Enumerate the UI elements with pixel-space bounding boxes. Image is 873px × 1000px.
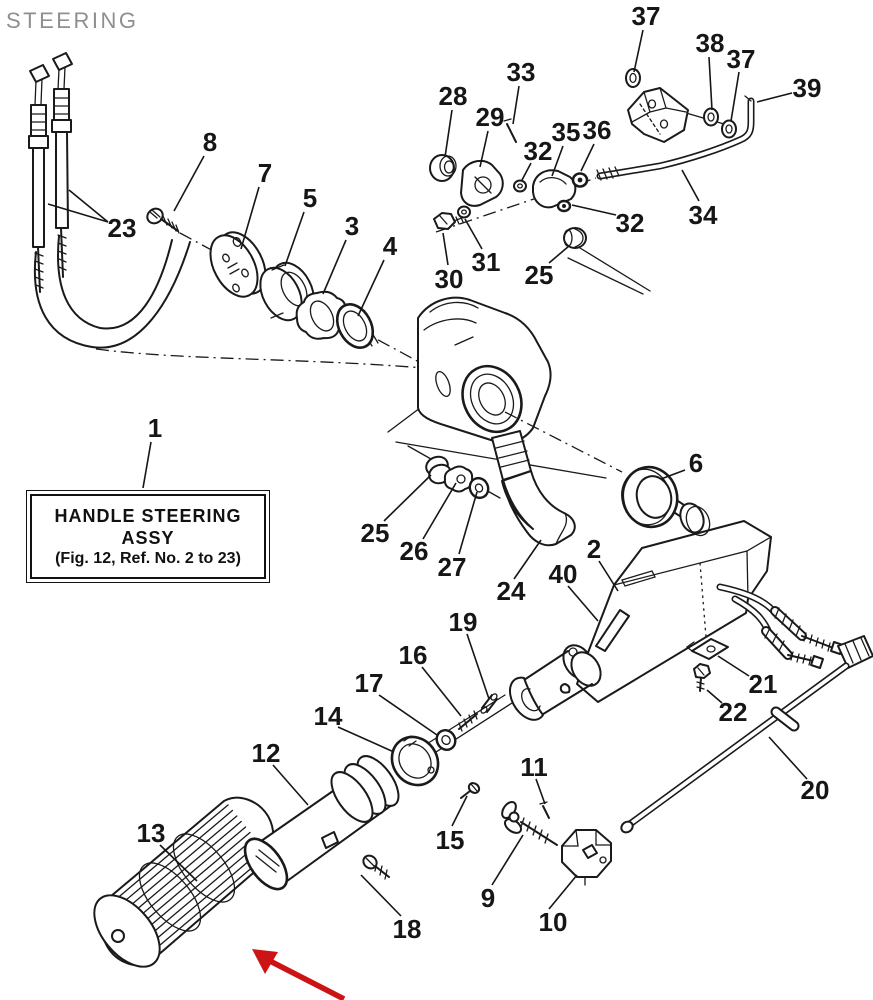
info-box-line-3: (Fig. 12, Ref. No. 2 to 23) <box>55 549 241 567</box>
part-11-pin <box>540 802 549 818</box>
part-13-grip <box>82 798 274 979</box>
handle-steering-assy-box-inner <box>30 494 266 579</box>
part-22-bolt <box>694 664 710 691</box>
callout-10: 10 <box>538 907 568 937</box>
leader-5 <box>285 212 304 266</box>
leader-39 <box>757 93 792 102</box>
part-9-wing-bolt <box>499 799 557 845</box>
callout-15: 15 <box>435 825 465 855</box>
callout-27: 27 <box>437 552 467 582</box>
leader-26 <box>423 483 456 539</box>
leader-24 <box>514 540 541 579</box>
callout-3: 3 <box>344 211 360 241</box>
callout-28: 28 <box>438 81 468 111</box>
leader-2 <box>599 561 618 591</box>
leader-28 <box>445 110 452 157</box>
leader-17 <box>379 695 437 735</box>
callout-40: 40 <box>548 559 578 589</box>
handle-steering-assy-box <box>26 490 270 583</box>
leader-36 <box>581 144 594 171</box>
part-24-lever <box>492 431 575 545</box>
leader-8 <box>174 156 204 211</box>
callout-19: 19 <box>448 607 478 637</box>
callout-12: 12 <box>251 738 281 768</box>
callout-30: 30 <box>434 264 464 294</box>
leader-21 <box>718 656 749 676</box>
callout-21: 21 <box>748 669 778 699</box>
callout-2: 2 <box>586 534 602 564</box>
top-bracket-assembly <box>626 69 736 142</box>
leader-15 <box>452 796 467 826</box>
leader-34 <box>682 170 699 201</box>
callout-24: 24 <box>496 576 526 606</box>
callout-5: 5 <box>302 183 318 213</box>
callout-29: 29 <box>475 102 505 132</box>
callout-18: 18 <box>392 914 422 944</box>
callout-26: 26 <box>399 536 429 566</box>
callout-35: 35 <box>551 117 581 147</box>
callout-38: 38 <box>695 28 725 58</box>
leader-16 <box>422 667 461 716</box>
callout-33: 33 <box>506 57 536 87</box>
callout-4: 4 <box>382 231 398 261</box>
callout-20: 20 <box>800 775 830 805</box>
callout-1: 1 <box>147 413 163 443</box>
leader-9 <box>492 835 523 885</box>
callout-13: 13 <box>136 818 166 848</box>
leader-38 <box>709 57 712 110</box>
leader-23 <box>69 190 108 222</box>
leader-40 <box>568 586 598 621</box>
leader-18 <box>361 875 401 916</box>
callout-16: 16 <box>398 640 428 670</box>
red-arrow <box>252 949 344 999</box>
callout-39: 39 <box>792 73 822 103</box>
leader-31 <box>465 219 482 249</box>
callout-7: 7 <box>257 158 273 188</box>
leader-33 <box>513 86 519 124</box>
part-21-plate <box>687 639 728 659</box>
leader-32 <box>572 205 616 215</box>
callout-37: 37 <box>631 1 661 31</box>
callout-6: 6 <box>688 448 704 478</box>
leader-20 <box>769 737 807 779</box>
callout-23: 23 <box>107 213 137 243</box>
leader-1 <box>143 442 151 488</box>
leader-4 <box>358 260 384 316</box>
callout-25: 25 <box>524 260 554 290</box>
callout-32: 32 <box>523 136 553 166</box>
info-box-line-1: HANDLE STEERING <box>54 505 242 526</box>
leader-25 <box>384 475 431 521</box>
part-10-clamp <box>562 830 611 885</box>
part-15-screw <box>461 781 481 798</box>
part-17-washer <box>433 727 459 753</box>
callout-37: 37 <box>726 44 756 74</box>
callout-8: 8 <box>202 127 218 157</box>
leader-30 <box>443 233 448 265</box>
leader-37 <box>634 30 643 72</box>
leader-12 <box>273 765 308 805</box>
leader-14 <box>338 727 394 752</box>
handle-cables-right <box>720 587 843 668</box>
part-2-handle-body <box>510 521 771 720</box>
info-box-line-2: ASSY <box>121 527 175 548</box>
callout-36: 36 <box>582 115 612 145</box>
part-19-pin <box>480 693 498 715</box>
leader-10 <box>549 875 577 909</box>
page-title: STEERING <box>6 8 139 33</box>
callout-31: 31 <box>471 247 501 277</box>
leader-11 <box>536 779 545 804</box>
callout-9: 9 <box>480 883 496 913</box>
callout-17: 17 <box>354 668 384 698</box>
lower-trio-parts <box>408 446 500 501</box>
part-18-screw <box>361 853 389 879</box>
callout-22: 22 <box>718 697 748 727</box>
callout-11: 11 <box>520 752 548 782</box>
leader-37 <box>731 72 739 121</box>
callout-25: 25 <box>360 518 390 548</box>
leader-19 <box>467 634 489 699</box>
callout-32: 32 <box>615 208 645 238</box>
leader-27 <box>459 492 477 554</box>
callout-14: 14 <box>313 701 343 731</box>
leader-3 <box>323 240 346 294</box>
callout-34: 34 <box>688 200 718 230</box>
